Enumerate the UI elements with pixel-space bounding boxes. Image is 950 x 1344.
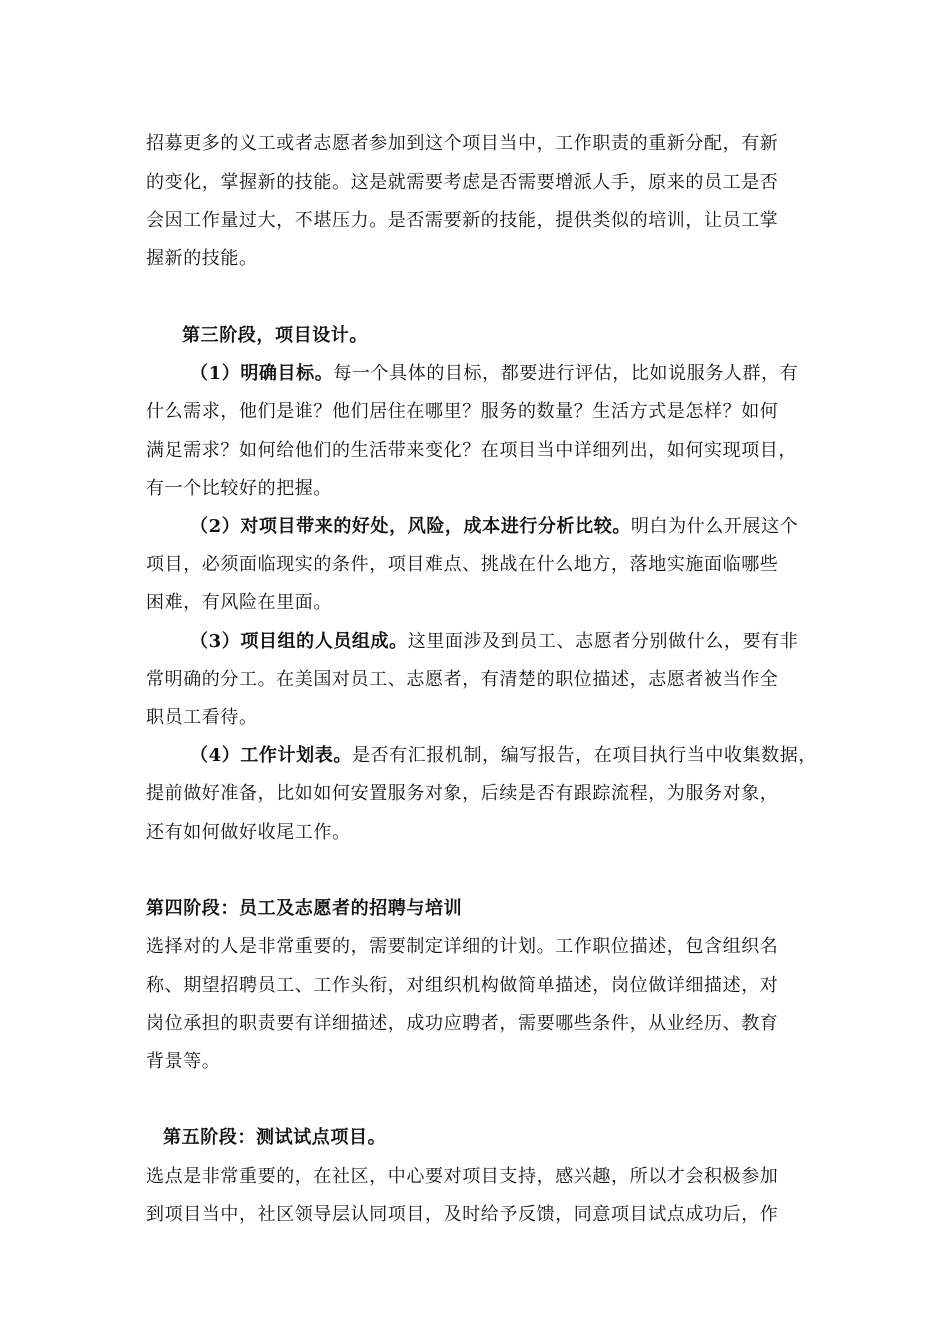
stage3-item-4-line: 提前做好准备，比如如何安置服务对象，后续是否有跟踪流程，为服务对象，: [146, 783, 779, 804]
item-1-title: （1）明确目标。: [190, 363, 334, 384]
stage3-heading: 第三阶段，项目设计。: [182, 325, 368, 346]
stage3-item-2: （2）对项目带来的好处，风险，成本进行分析比较。明白为什么开展这个: [190, 516, 799, 537]
stage3-item-3-line: 常明确的分工。在美国对员工、志愿者，有清楚的职位描述，志愿者被当作全: [146, 669, 779, 690]
item-3-title: （3）项目组的人员组成。: [190, 631, 408, 652]
stage4-line-3: 岗位承担的职责要有详细描述，成功应聘者，需要哪些条件，从业经历、教育: [146, 1013, 779, 1034]
stage3-item-2-line: 困难，有风险在里面。: [146, 592, 332, 613]
stage4-line-1: 选择对的人是非常重要的，需要制定详细的计划。工作职位描述，包含组织名: [146, 936, 779, 957]
stage4-line-2: 称、期望招聘员工、工作头衔，对组织机构做简单描述，岗位做详细描述，对: [146, 975, 779, 996]
stage4-line-4: 背景等。: [146, 1051, 221, 1072]
intro-line-3: 会因工作量过大，不堪压力。是否需要新的技能，提供类似的培训，让员工掌: [146, 210, 779, 231]
item-2-title: （2）对项目带来的好处，风险，成本进行分析比较。: [190, 516, 631, 537]
stage5-line-1: 选点是非常重要的，在社区，中心要对项目支持，感兴趣，所以才会积极参加: [146, 1166, 779, 1187]
stage5-line-2: 到项目当中，社区领导层认同项目，及时给予反馈，同意项目试点成功后，作: [146, 1204, 779, 1225]
intro-line-2: 的变化，掌握新的技能。这是就需要考虑是否需要增派人手，原来的员工是否: [146, 172, 779, 193]
intro-line-1: 招募更多的义工或者志愿者参加到这个项目当中，工作职责的重新分配，有新: [146, 133, 779, 154]
stage3-item-4: （4）工作计划表。是否有汇报机制，编写报告，在项目执行当中收集数据，: [190, 745, 817, 766]
stage3-item-3-line: 职员工看待。: [146, 707, 258, 728]
stage3-item-2-line: 项目，必须面临现实的条件，项目难点、挑战在什么地方，落地实施面临哪些: [146, 554, 779, 575]
stage5-heading: 第五阶段：测试试点项目。: [163, 1127, 387, 1148]
item-4-title: （4）工作计划表。: [190, 745, 352, 766]
stage4-heading: 第四阶段：员工及志愿者的招聘与培训: [146, 898, 463, 919]
intro-line-4: 握新的技能。: [146, 248, 258, 269]
stage3-item-1: （1）明确目标。每一个具体的目标，都要进行评估，比如说服务人群，有: [190, 363, 799, 384]
stage3-item-3: （3）项目组的人员组成。这里面涉及到员工、志愿者分别做什么，要有非: [190, 631, 799, 652]
stage3-item-1-line: 满足需求？如何给他们的生活带来变化？在项目当中详细列出，如何实现项目，: [146, 440, 797, 461]
stage3-item-1-line: 什么需求，他们是谁？他们居住在哪里？服务的数量？生活方式是怎样？如何: [146, 401, 779, 422]
stage3-item-4-line: 还有如何做好收尾工作。: [146, 822, 351, 843]
stage3-item-1-line: 有一个比较好的把握。: [146, 478, 332, 499]
